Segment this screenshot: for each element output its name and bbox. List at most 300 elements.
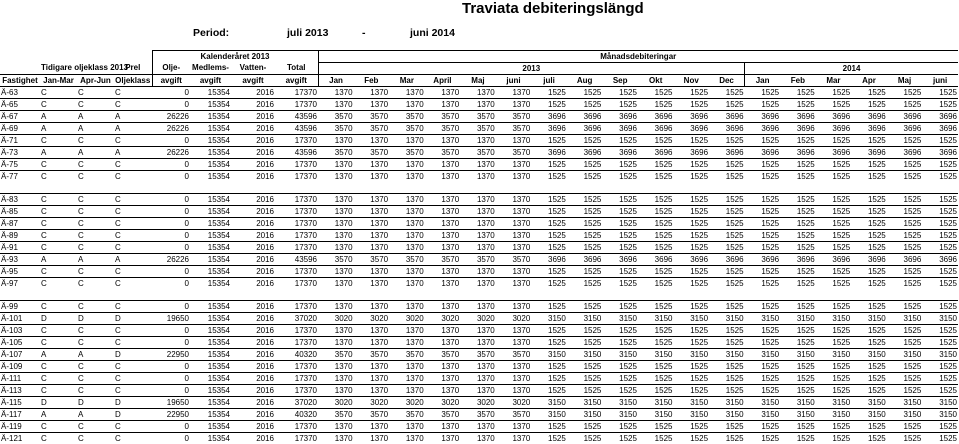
table-cell: 1370 xyxy=(425,433,461,444)
table-cell: 1525 xyxy=(638,206,674,218)
column-header: avgift xyxy=(152,75,190,87)
table-cell: 1525 xyxy=(745,361,781,373)
table-cell: 1370 xyxy=(425,230,461,242)
table-cell: 1525 xyxy=(922,301,958,313)
table-cell: 1525 xyxy=(567,218,603,230)
column-header: Aug xyxy=(567,75,603,87)
table-cell: 1370 xyxy=(425,373,461,385)
table-cell: 1525 xyxy=(567,242,603,254)
table-cell: 1370 xyxy=(354,135,390,147)
table-cell: 1370 xyxy=(460,242,496,254)
table-cell: 3696 xyxy=(673,111,709,123)
table-cell: 3696 xyxy=(780,123,816,135)
table-cell: 1525 xyxy=(745,337,781,349)
table-cell: 1525 xyxy=(887,99,923,111)
table-cell: 3696 xyxy=(531,254,567,266)
table-cell: 1370 xyxy=(318,194,354,206)
table-cell: 1525 xyxy=(709,361,745,373)
column-header: Maj xyxy=(460,75,496,87)
table-cell: 1525 xyxy=(745,171,781,183)
table-cell: 3020 xyxy=(496,397,532,409)
medlems-header: Medlems- xyxy=(190,63,231,75)
table-cell: 1525 xyxy=(673,218,709,230)
table-row xyxy=(0,159,958,171)
table-cell: 1525 xyxy=(673,266,709,278)
table-cell: C xyxy=(40,159,77,171)
table-cell: 3570 xyxy=(460,349,496,361)
table-cell: 17370 xyxy=(275,337,318,349)
table-cell: 2016 xyxy=(231,218,275,230)
property-cell: Ä-89 xyxy=(0,230,40,242)
table-cell: 1525 xyxy=(531,421,567,433)
table-cell: 3570 xyxy=(496,254,532,266)
table-cell: 15354 xyxy=(190,409,231,421)
table-cell: 1525 xyxy=(816,266,852,278)
column-header: Mar xyxy=(389,75,425,87)
table-cell: 3570 xyxy=(318,123,354,135)
table-cell: 1525 xyxy=(816,135,852,147)
table-cell: 1525 xyxy=(780,206,816,218)
table-cell: 1370 xyxy=(389,361,425,373)
table-cell: 3150 xyxy=(780,349,816,361)
table-cell: 1525 xyxy=(816,194,852,206)
table-cell: A xyxy=(77,409,114,421)
table-cell: 1370 xyxy=(354,194,390,206)
table-cell: 3150 xyxy=(816,349,852,361)
table-cell: 3150 xyxy=(816,409,852,421)
table-cell: 1525 xyxy=(567,99,603,111)
property-cell: Ä-111 xyxy=(0,373,40,385)
table-cell: 17370 xyxy=(275,278,318,290)
table-cell: A xyxy=(114,111,152,123)
table-cell: 17370 xyxy=(275,325,318,337)
property-cell: Ä-95 xyxy=(0,266,40,278)
table-cell: 1525 xyxy=(567,373,603,385)
table-row xyxy=(0,409,958,421)
table-cell: 2016 xyxy=(231,159,275,171)
table-cell: 3570 xyxy=(496,349,532,361)
table-cell: 1525 xyxy=(709,135,745,147)
table-cell: 3696 xyxy=(602,147,638,159)
table-row xyxy=(0,421,958,433)
table-cell: 1525 xyxy=(851,206,887,218)
table-cell: 3150 xyxy=(531,397,567,409)
table-cell: 1525 xyxy=(922,325,958,337)
table-cell: 1525 xyxy=(887,206,923,218)
table-cell: 3150 xyxy=(673,313,709,325)
table-cell: 1525 xyxy=(531,278,567,290)
year-2014-header: 2014 xyxy=(745,63,958,75)
table-cell: 1370 xyxy=(425,194,461,206)
table-cell: 1370 xyxy=(389,433,425,444)
table-cell: 3696 xyxy=(887,254,923,266)
table-cell: 1370 xyxy=(460,135,496,147)
table-row xyxy=(0,218,958,230)
year-2013-header: 2013 xyxy=(318,63,745,75)
table-cell: 3696 xyxy=(780,147,816,159)
table-cell: 1370 xyxy=(425,301,461,313)
table-cell: 3696 xyxy=(602,254,638,266)
table-cell: A xyxy=(40,409,77,421)
table-cell: 1525 xyxy=(745,385,781,397)
table-cell: C xyxy=(77,171,114,183)
table-cell: 3150 xyxy=(602,313,638,325)
table-cell: 1525 xyxy=(567,278,603,290)
table-cell: 3570 xyxy=(425,349,461,361)
table-cell: 3696 xyxy=(602,123,638,135)
table-cell: 0 xyxy=(152,361,190,373)
table-cell: 1525 xyxy=(673,135,709,147)
table-cell: 3570 xyxy=(354,349,390,361)
table-cell: 0 xyxy=(152,87,190,99)
table-cell: 1525 xyxy=(638,325,674,337)
table-cell: 15354 xyxy=(190,325,231,337)
table-cell: 1525 xyxy=(922,421,958,433)
table-cell: 1525 xyxy=(922,99,958,111)
column-header: avgift xyxy=(190,75,231,87)
table-cell: 1525 xyxy=(531,206,567,218)
table-cell: 1525 xyxy=(922,206,958,218)
table-cell: 1525 xyxy=(531,242,567,254)
table-cell: 3150 xyxy=(780,397,816,409)
table-cell: 1525 xyxy=(567,325,603,337)
table-cell: 17370 xyxy=(275,385,318,397)
table-cell: 1525 xyxy=(887,433,923,444)
table-cell: C xyxy=(77,337,114,349)
table-cell: A xyxy=(40,111,77,123)
table-cell: 1525 xyxy=(780,99,816,111)
table-cell: 3150 xyxy=(602,409,638,421)
table-cell: 1370 xyxy=(389,421,425,433)
table-cell: C xyxy=(40,373,77,385)
table-cell: 1525 xyxy=(638,433,674,444)
table-cell: 1370 xyxy=(496,337,532,349)
table-cell: 1370 xyxy=(389,385,425,397)
table-cell: 3696 xyxy=(851,147,887,159)
table-cell: 3696 xyxy=(745,254,781,266)
table-cell: 1370 xyxy=(389,194,425,206)
table-cell: 17370 xyxy=(275,87,318,99)
table-cell: 1525 xyxy=(638,194,674,206)
table-cell: 1370 xyxy=(496,266,532,278)
table-cell: 1370 xyxy=(354,301,390,313)
table-cell: C xyxy=(77,278,114,290)
table-cell: C xyxy=(40,194,77,206)
table-cell: 1525 xyxy=(709,159,745,171)
table-cell: A xyxy=(114,254,152,266)
table-cell: 1525 xyxy=(638,337,674,349)
table-cell: 15354 xyxy=(190,218,231,230)
table-cell: 1525 xyxy=(780,421,816,433)
table-cell: 1370 xyxy=(460,266,496,278)
table-cell: 1525 xyxy=(531,159,567,171)
table-cell: 1370 xyxy=(496,433,532,444)
table-cell: 1525 xyxy=(638,242,674,254)
table-cell: 1370 xyxy=(460,218,496,230)
property-cell: Ä-77 xyxy=(0,171,40,183)
table-cell: 15354 xyxy=(190,147,231,159)
table-cell: 1525 xyxy=(922,337,958,349)
table-cell: 43596 xyxy=(275,111,318,123)
table-cell: 1525 xyxy=(531,218,567,230)
column-header: Feb xyxy=(780,75,816,87)
table-cell: C xyxy=(40,361,77,373)
table-cell: 1525 xyxy=(638,159,674,171)
table-cell: 1525 xyxy=(602,361,638,373)
table-cell: 3570 xyxy=(460,254,496,266)
table-cell: 0 xyxy=(152,301,190,313)
table-cell: 1525 xyxy=(602,373,638,385)
table-cell: 1525 xyxy=(745,230,781,242)
table-cell: 2016 xyxy=(231,254,275,266)
table-cell: 1525 xyxy=(709,421,745,433)
table-row xyxy=(0,278,958,290)
table-row xyxy=(0,361,958,373)
table-cell: 15354 xyxy=(190,230,231,242)
table-cell: 1525 xyxy=(673,171,709,183)
table-cell: C xyxy=(40,385,77,397)
table-cell: 3696 xyxy=(638,254,674,266)
table-cell: C xyxy=(114,325,152,337)
table-cell: 2016 xyxy=(231,194,275,206)
table-cell: 37020 xyxy=(275,313,318,325)
property-cell: Ä-99 xyxy=(0,301,40,313)
table-cell: 1370 xyxy=(460,99,496,111)
table-cell: 3570 xyxy=(354,123,390,135)
table-cell: 1370 xyxy=(496,325,532,337)
table-cell: C xyxy=(77,206,114,218)
table-cell: C xyxy=(77,421,114,433)
table-cell: 1525 xyxy=(780,242,816,254)
table-cell: 1525 xyxy=(851,171,887,183)
table-cell: 43596 xyxy=(275,123,318,135)
table-cell: 1525 xyxy=(816,373,852,385)
table-cell: 0 xyxy=(152,159,190,171)
olje-header: Olje- xyxy=(152,63,190,75)
table-cell: C xyxy=(77,135,114,147)
table-cell: 3696 xyxy=(567,147,603,159)
table-cell: 1525 xyxy=(567,194,603,206)
table-cell: 15354 xyxy=(190,171,231,183)
table-cell: 1525 xyxy=(709,87,745,99)
table-cell: 1370 xyxy=(354,206,390,218)
table-cell: 0 xyxy=(152,194,190,206)
table-cell: 3150 xyxy=(887,397,923,409)
table-cell: 3150 xyxy=(745,313,781,325)
table-cell: 1525 xyxy=(709,337,745,349)
table-cell: 3150 xyxy=(673,409,709,421)
table-cell: 1525 xyxy=(816,87,852,99)
table-cell: 1370 xyxy=(354,266,390,278)
table-cell: 1370 xyxy=(425,266,461,278)
table-cell: 2016 xyxy=(231,242,275,254)
property-cell: Ä-73 xyxy=(0,147,40,159)
table-cell: 3570 xyxy=(354,409,390,421)
table-cell: 1525 xyxy=(567,135,603,147)
table-cell: 3696 xyxy=(922,147,958,159)
table-cell: 3696 xyxy=(816,111,852,123)
table-cell: 3696 xyxy=(745,111,781,123)
table-cell: 1525 xyxy=(531,301,567,313)
table-cell: 1525 xyxy=(851,433,887,444)
table-cell: 1525 xyxy=(638,135,674,147)
table-cell: 3150 xyxy=(851,397,887,409)
table-cell: 3150 xyxy=(531,313,567,325)
table-cell: 1525 xyxy=(638,99,674,111)
table-cell: 1525 xyxy=(745,99,781,111)
table-cell: D xyxy=(40,313,77,325)
table-cell: 3150 xyxy=(673,349,709,361)
table-cell: 1370 xyxy=(496,373,532,385)
table-cell: 1525 xyxy=(531,373,567,385)
table-cell: 3150 xyxy=(709,349,745,361)
table-cell: 1525 xyxy=(922,361,958,373)
table-cell: 1525 xyxy=(531,361,567,373)
table-cell: 1525 xyxy=(709,218,745,230)
property-cell: Ä-101 xyxy=(0,313,40,325)
table-cell: 17370 xyxy=(275,159,318,171)
table-cell: 1525 xyxy=(673,421,709,433)
table-cell: 1525 xyxy=(567,171,603,183)
table-cell: 3570 xyxy=(425,111,461,123)
column-header: juni xyxy=(922,75,958,87)
table-cell: 3150 xyxy=(922,313,958,325)
table-cell: 1525 xyxy=(673,433,709,444)
table-cell: 1370 xyxy=(318,361,354,373)
table-cell: 1370 xyxy=(425,206,461,218)
table-cell: 1370 xyxy=(425,278,461,290)
table-cell: 1525 xyxy=(887,301,923,313)
table-cell: 15354 xyxy=(190,278,231,290)
table-cell: 3696 xyxy=(567,111,603,123)
table-cell: D xyxy=(114,349,152,361)
table-cell: 1525 xyxy=(531,385,567,397)
property-cell: Ä-63 xyxy=(0,87,40,99)
table-cell: 1370 xyxy=(318,301,354,313)
table-cell: C xyxy=(77,99,114,111)
table-cell: 3150 xyxy=(851,409,887,421)
table-cell: 17370 xyxy=(275,171,318,183)
table-cell: 1525 xyxy=(602,325,638,337)
table-cell: C xyxy=(114,266,152,278)
table-cell: 17370 xyxy=(275,421,318,433)
table-cell: 15354 xyxy=(190,421,231,433)
table-cell: 1370 xyxy=(496,135,532,147)
table-cell: C xyxy=(114,361,152,373)
table-cell: 15354 xyxy=(190,99,231,111)
table-cell: 1525 xyxy=(851,337,887,349)
table-cell: 1370 xyxy=(318,337,354,349)
table-cell: 3150 xyxy=(602,349,638,361)
property-cell: Ä-115 xyxy=(0,397,40,409)
table-cell: 1525 xyxy=(780,135,816,147)
table-cell: 3020 xyxy=(460,397,496,409)
table-cell: 1370 xyxy=(389,87,425,99)
table-cell: 1525 xyxy=(673,87,709,99)
table-cell: 1525 xyxy=(602,171,638,183)
table-cell: A xyxy=(77,123,114,135)
table-cell: 1370 xyxy=(460,361,496,373)
table-cell: 1370 xyxy=(354,278,390,290)
table-cell: 1525 xyxy=(887,361,923,373)
table-cell: 1370 xyxy=(389,325,425,337)
property-cell: Ä-117 xyxy=(0,409,40,421)
table-cell: 1370 xyxy=(425,361,461,373)
table-cell: 3150 xyxy=(638,397,674,409)
table-cell: 1370 xyxy=(425,385,461,397)
table-cell: 1525 xyxy=(567,385,603,397)
table-cell: 37020 xyxy=(275,397,318,409)
table-cell: 1525 xyxy=(851,325,887,337)
table-cell: 1525 xyxy=(709,206,745,218)
table-cell: 1370 xyxy=(318,421,354,433)
table-cell: C xyxy=(40,278,77,290)
table-cell: 0 xyxy=(152,266,190,278)
table-cell: 1525 xyxy=(851,361,887,373)
table-cell: 1370 xyxy=(425,421,461,433)
property-cell: Ä-121 xyxy=(0,433,40,444)
property-cell: Ä-109 xyxy=(0,361,40,373)
table-cell: 1525 xyxy=(780,87,816,99)
table-cell: 3150 xyxy=(887,409,923,421)
table-cell: 1525 xyxy=(922,171,958,183)
table-cell: 3020 xyxy=(425,397,461,409)
table-row xyxy=(0,99,958,111)
table-cell: 1370 xyxy=(496,242,532,254)
table-cell: 3150 xyxy=(745,397,781,409)
table-cell: 1525 xyxy=(602,433,638,444)
vatten-header: Vatten- xyxy=(231,63,275,75)
table-cell: C xyxy=(114,171,152,183)
table-cell: 1525 xyxy=(851,385,887,397)
table-cell: 3696 xyxy=(709,147,745,159)
table-cell: 3150 xyxy=(745,409,781,421)
table-cell: 15354 xyxy=(190,159,231,171)
table-cell: 1525 xyxy=(602,242,638,254)
table-cell: 1525 xyxy=(922,194,958,206)
table-cell: 1525 xyxy=(922,266,958,278)
table-cell: 1370 xyxy=(496,171,532,183)
table-cell: 1525 xyxy=(673,242,709,254)
table-cell: 1525 xyxy=(673,325,709,337)
table-cell: 1525 xyxy=(887,230,923,242)
table-cell: 1370 xyxy=(460,325,496,337)
table-cell: 1525 xyxy=(745,421,781,433)
table-cell: 1370 xyxy=(496,230,532,242)
table-row xyxy=(0,325,958,337)
table-cell: 15354 xyxy=(190,349,231,361)
table-cell: 1525 xyxy=(531,266,567,278)
table-cell: 1525 xyxy=(851,373,887,385)
table-cell: 1370 xyxy=(318,266,354,278)
table-cell: 1370 xyxy=(318,278,354,290)
table-cell: 3150 xyxy=(638,409,674,421)
table-cell: 1525 xyxy=(922,433,958,444)
property-cell: Ä-69 xyxy=(0,123,40,135)
table-cell: C xyxy=(40,421,77,433)
table-cell: 1525 xyxy=(887,171,923,183)
table-cell: 3696 xyxy=(851,123,887,135)
table-cell: 1370 xyxy=(460,87,496,99)
table-cell: 1525 xyxy=(887,159,923,171)
table-cell: 2016 xyxy=(231,135,275,147)
table-cell: 3696 xyxy=(922,254,958,266)
table-cell: 3696 xyxy=(638,147,674,159)
table-cell: 3570 xyxy=(389,349,425,361)
table-cell: 1525 xyxy=(531,325,567,337)
table-cell: 2016 xyxy=(231,349,275,361)
table-cell: 1525 xyxy=(851,242,887,254)
